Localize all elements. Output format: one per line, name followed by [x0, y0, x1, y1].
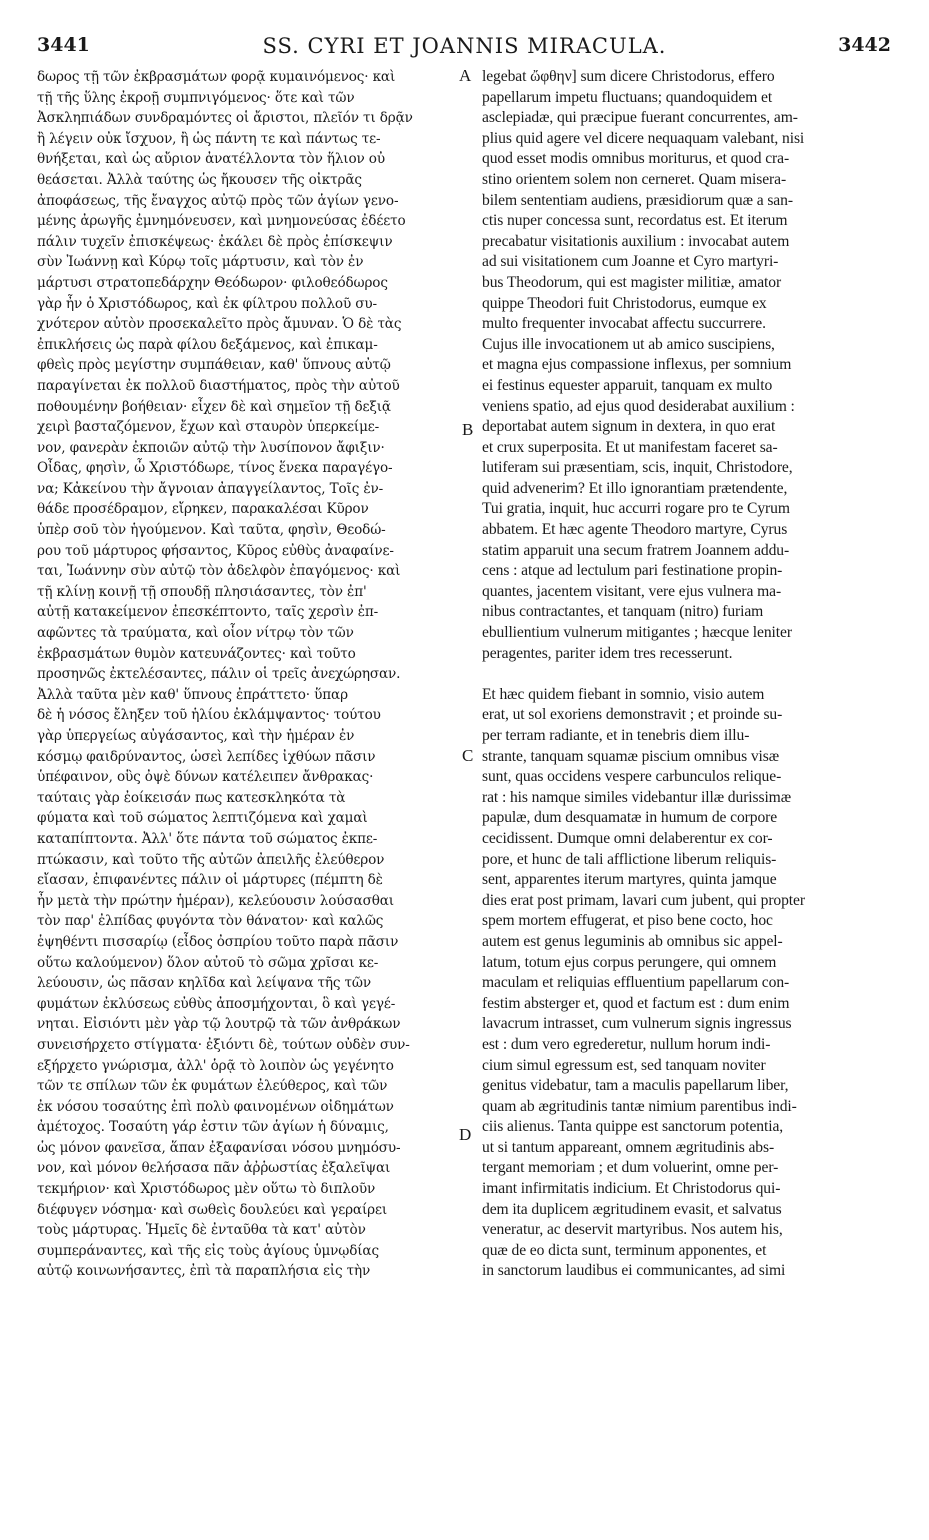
text-line: per terram radiante, et in tenebris diem illu- [482, 727, 750, 744]
text-line: σὺν Ἰωάννῃ καὶ Κύρῳ τοῖς μάρτυσιν, καὶ τὸν ἐν [37, 254, 364, 271]
text-line: ei festinus equester apparuit, tanquam ex multo [482, 376, 773, 394]
text-line: legebat ὤφθην] sum dicere Christodorus, effero [482, 68, 775, 85]
text-line: statim apparuit una secum fratrem Joannem addu- [482, 541, 790, 559]
text-line: papellarum impetu fluctuans; quandoquidem et [482, 88, 773, 106]
text-line: lutiferam sui præsentiam, scis, inquit, Christodore, [482, 459, 793, 477]
text-line: εξήρχετο γνώρισμα, ἀλλ' ὁρᾷ τὸ λοιπὸν ὡς γεγένητο [37, 1057, 394, 1074]
text-line: αφῶντες τὰ τραύματα, καὶ οἷον νίτρῳ τὸν τῶν [37, 625, 354, 642]
text-line: θνήξεται, καὶ ὡς αὔριον ἀνατέλλοντα τὸν ἥλιον οὐ [37, 151, 385, 168]
text-line: quæ de eo dicta sunt, terminum apponentes, et [482, 1241, 767, 1259]
text-line: προσηνῶς ἐκτελέσαντες, πάλιν οἱ τρεῖς ἀνεχώρησαν. [37, 666, 401, 683]
text-line: ἐκβρασμάτων θυμὸν κατευνάζοντες· καὶ τοῦτο [37, 645, 356, 662]
text-line: πάλιν τυχεῖν ἐπισκέψεως· ἐκάλει δὲ πρὸς ἐπίσκεψιν [37, 233, 393, 250]
text-line: ἢ λέγειν οὐκ ἴσχυον, ἢ ὡς πάντη τε καὶ πάντως τε- [37, 130, 381, 147]
page-header [0, 34, 929, 64]
text-line: stino orientem solem non cerneret. Quam misera- [482, 170, 787, 188]
text-line: erat, ut sol exoriens demonstravit ; et proinde su- [482, 706, 783, 724]
margin-letter-c: C [462, 746, 474, 765]
text-line: ebullientium vulnerum mitigantes ; hæcque leniter [482, 624, 792, 642]
text-line: quippe Theodori fuit Christodorus, eumque ex [482, 294, 767, 312]
text-line: να; Κἀκείνου τὴν ἄγνοιαν ἀπαγγείλαντος, Τοῖς ἐν- [37, 480, 384, 497]
text-line: ἀποφάσεως, τῆς ἔναγχος αὐτῷ πρὸς τῶν ἁγίων γενο- [37, 192, 399, 209]
text-line: quantes, jacentem visitant, vere ejus vulnera ma- [482, 582, 782, 600]
text-line: Cujus ille invocationem ut ab amico suscipiens, [482, 335, 775, 353]
text-line: nibus contractantes, et tanquam (nitro) furiam [482, 603, 764, 621]
text-line: plius quid agere vel dicere nequaquam valebant, nisi [482, 129, 805, 147]
text-line: γὰρ ὑπεργείως αὐγάσαντος, καὶ τὴν ἡμέραν ἐν [37, 728, 355, 744]
latin-column [482, 67, 896, 1282]
text-line: ταύταις γὰρ ἐοίκεισάν πως κατεσκληκότα τὰ [37, 789, 346, 806]
text-line: est : dum vero egrederetur, nullum horum indi- [482, 1035, 771, 1053]
margin-letter-d: D [459, 1125, 472, 1144]
text-line: φυμάτων ἐκλύσεως εὐθὺς ἀποσμήχονται, ὃ καὶ γεγέ- [37, 995, 396, 1012]
text-line: τῇ κλίνῃ κοινῇ τῇ σπουδῇ πλησιάσαντες, τὸν ἐπ' [37, 583, 367, 600]
text-line: διέφυγεν νόσημα· καὶ σωθεὶς δουλεύει καὶ γεραίρει [37, 1201, 388, 1218]
text-line: τὸν παρ' ἐλπίδας φυγόντα τὸν θάνατον· καὶ καλῶς [37, 913, 384, 930]
text-line: ἑψηθέντι πισσαρίῳ (εἶδος ὀσπρίου τοῦτο παρὰ πᾶσιν [37, 933, 399, 950]
text-line: precabatur visitationis auxilium : invocabat autem [482, 232, 790, 250]
text-line: ποθουμένην βοήθειαν· εἶχεν δὲ καὶ σημεῖον τῇ δεξιᾷ [37, 398, 391, 415]
text-line: dies erat post primam, lavari cum jubent, qui propter [482, 891, 805, 909]
text-line: μένης ἀρωγῆς ἐμνημόνευσεν, καὶ μνημονεύσας ἐδέετο [37, 213, 406, 230]
text-line: rat : his namque similes videbantur illæ durissimæ [482, 788, 792, 806]
text-line: κόσμῳ φαιδρύναντος, ὡσεὶ λεπίδες ἰχθύων πᾶσιν [37, 748, 376, 765]
text-line: veniens spatio, ad ejus quod desiderabat auxilium : [482, 397, 795, 415]
text-line: maculam et reliquias effluentium papellarum con- [482, 974, 790, 992]
text-line: dem ita duplicem ægritudinem evasit, et salvatus [482, 1200, 782, 1218]
text-line: imant infirmitatis indicium. Et Christodorus qui- [482, 1180, 781, 1198]
text-line: et magna ejus compassione inflexus, per somnium [482, 356, 792, 374]
text-line: cens : atque ad lectulum pari festinatione propin- [482, 562, 783, 580]
text-line: θάδε προσέδραμον, εἴρηκεν, παρακαλέσαι Κῦρον [37, 501, 369, 518]
text-line: quam ab ægritudinis tantæ nimium parentibus indi- [482, 1097, 797, 1115]
text-line: bilem sententiam audiens, præsidiorum quæ a san- [482, 191, 793, 209]
text-line: et crux superposita. Et ut manifestam faceret sa- [482, 438, 778, 456]
text-line: papulæ, dum desquamatæ in humum de corpore [482, 809, 778, 827]
greek-column [37, 67, 457, 1282]
text-line: ut si tantum appareant, omnem ægritudinis abs- [482, 1138, 775, 1156]
text-line: ἀμέτοχος. Τοσαύτη γάρ ἐστιν τῶν ἁγίων ἡ δύναμις, [37, 1119, 389, 1136]
text-line: νηται. Εἰσιόντι μὲν γὰρ τῷ λουτρῷ τὰ τῶν ἀνθράκων [37, 1016, 401, 1033]
text-line: οὕτω καλούμενον) ὅλον αὐτοῦ τὸ σῶμα χρῖσαι κε- [37, 954, 379, 971]
margin-letter-a: A [459, 66, 472, 85]
text-line: θεάσεται. Ἀλλὰ ταύτης ὡς ἤκουσεν τῆς οἰκτρᾶς [37, 171, 362, 188]
text-line: veneratur, ac deservit martyribus. Nos autem his, [482, 1221, 783, 1239]
text-line: bus Theodorum, qui est magister militiæ, amator [482, 273, 782, 291]
text-line: συμπεράναντες, καὶ τῆς εἰς τοὺς ἁγίους ὑμνῳδίας [37, 1242, 379, 1259]
text-line: asclepiadæ, qui præcipue fuerant concurrentes, am- [482, 109, 798, 127]
margin-letter-b: B [462, 420, 474, 439]
text-line: Οἶδας, φησὶν, ὦ Χριστόδωρε, τίνος ἕνεκα παραγέγο- [37, 460, 393, 477]
text-line: συνεισήρχετο στίγματα· ἐξιόντι δὲ, τούτων οὐδὲν συν- [37, 1036, 410, 1053]
text-line: Ἀσκληπιάδων συνδραμόντες οἱ ἄριστοι, πλεῖόν τι δρᾷν [37, 110, 413, 127]
running-title: SS. CYRI ET JOANNIS MIRACULA. [262, 34, 667, 58]
text-line: εἴασαν, ἐπιφανέντες πάλιν οἱ μάρτυρες (πέμπτη δὲ [37, 872, 383, 889]
text-line: strante, tanquam squamæ piscium omnibus visæ [482, 747, 780, 765]
text-line: peragentes, pariter idem tres recesserunt. [482, 644, 733, 662]
text-line: cecidissent. Dumque omni delaberentur ex cor- [482, 829, 773, 847]
page-number-right: 3442 [838, 34, 891, 56]
text-line: αὐτῷ κοινωνήσαντες, ἐπὶ τὰ παραπλήσια εἰς τὴν [37, 1263, 371, 1280]
text-line: cium simul egressum est, sed tanquam noviter [482, 1056, 766, 1074]
text-line: sunt, quas occidens vespere carbunculos relique- [482, 768, 782, 786]
text-line: γὰρ ἦν ὁ Χριστόδωρος, καὶ ἐκ φίλτρου πολλοῦ συ- [37, 295, 377, 312]
text-line: τοὺς μάρτυρας. Ἡμεῖς δὲ ἐνταῦθα τὰ κατ' αὐτὸν [37, 1222, 366, 1239]
text-line: tergant memoriam ; et dum voluerint, omne per- [482, 1159, 779, 1177]
text-line: ciis alienus. Tanta quippe est sanctorum potentia, [482, 1118, 784, 1136]
text-line: τεκμήριον· καὶ Χριστόδωρος μὲν οὕτω τὸ διπλοῦν [37, 1181, 376, 1198]
text-line: multo frequenter invocabat affectu succurrere. [482, 315, 766, 333]
text-line: Tui gratia, inquit, huc accurri rogare pro te Cyrum [482, 500, 790, 518]
text-line: abbatem. Et hæc agente Theodoro martyre, Cyrus [482, 521, 788, 539]
text-line: genitus videbatur, tam a maculis papellarum liber, [482, 1077, 789, 1095]
text-line: sent, apparentes iterum martyres, quinta jamque [482, 871, 777, 889]
text-line: αὐτῇ κατακείμενον ἐπεσκέπτοντο, ταῖς χερσὶν ἐπ- [37, 604, 379, 621]
text-line: ὑπέφαινον, οὓς ὀψὲ δύνων κατέλειπεν ἄνθρακας· [37, 769, 374, 786]
text-line: pore, et hunc de tali afflictione liberum reliquis- [482, 850, 777, 868]
text-line: ὑπὲρ σοῦ τὸν ἡγούμενον. Καὶ ταῦτα, φησὶν, Θεοδώ- [37, 522, 386, 539]
text-line: autem est genus leguminis ab omnibus sic appel- [482, 932, 783, 950]
text-line: νον, καὶ μόνον θελήσασα πᾶν ἀῤῥωστίας ἐξαλεῖψαι [37, 1160, 391, 1177]
text-line: ρου τοῦ μάρτυρος φήσαντος, Κῦρος εὐθὺς ἀναφαίνε- [37, 542, 394, 559]
text-line: ται, Ἰωάννην σὺν αὐτῷ τὸν ἀδελφὸν ἐπαγόμενος· καὶ [37, 563, 401, 580]
text-line: ἐπικλήσεις ὡς παρὰ φίλου δεξάμενος, καὶ ἐπικαμ- [37, 336, 378, 353]
text-line: δωρος τῇ τῶν ἐκβρασμάτων φορᾷ κυμαινόμενος· καὶ [37, 69, 396, 85]
text-line: spem mortem effugerat, et piso bene cocto, hoc [482, 912, 773, 930]
text-line: φύματα καὶ τοῦ σώματος λεπτιζόμενα καὶ χαμαὶ [37, 810, 368, 827]
text-line: in sanctorum laudibus ei communicantes, ad simi [482, 1262, 786, 1280]
text-line: φθεὶς πρὸς μεγίστην συμπάθειαν, καθ' ὕπνους αὐτῷ [37, 357, 391, 374]
text-line: ctis nuper concessa sunt, recordatus est. Et iterum [482, 212, 788, 230]
text-line: παραγίνεται ἐκ πολλοῦ διαστήματος, πρὸς τὴν αὐτοῦ [37, 377, 400, 394]
text-line: τῶν τε σπίλων τῶν ἐκ φυμάτων ἐλεύθερος, καὶ τῶν [37, 1078, 388, 1095]
text-line: δὲ ἡ νόσος ἔληξεν τοῦ ἡλίου ἐκλάμψαντος· τούτου [37, 707, 381, 724]
text-line: χνότερον αὐτὸν προσεκαλεῖτο πρὸς ἄμυναν. Ὁ δὲ τὰς [37, 316, 402, 333]
text-line: latum, totum ejus corpus perungere, qui omnem [482, 953, 777, 971]
text-line: τῇ τῆς ὕλης ἐκροῇ συμπνιγόμενος· ὅτε καὶ τῶν [37, 89, 355, 106]
paragraph-gap [482, 664, 896, 685]
text-line: μάρτυσι στρατοπεδάρχην Θεόδωρον· φιλοθεόδωρος [37, 274, 388, 291]
text-line: Ἀλλὰ ταῦτα μὲν καθ' ὕπνους ἐπράττετο· ὕπαρ [37, 686, 348, 703]
text-line: λεύουσιν, ὡς πᾶσαν κηλῖδα καὶ λείψανα τῆς τῶν [37, 975, 371, 992]
text-line: νον, φανερὰν ἐκποιῶν αὐτῷ τὴν λυσίπονον ἄφιξιν· [37, 439, 385, 456]
page-number-left: 3441 [37, 34, 90, 56]
text-line: quid advenerim? Et illo ignorantiam prætendente, [482, 479, 788, 497]
text-line: ἦν μετὰ τὴν πρώτην ἡμέραν), κελεύουσιν λούσασθαι [37, 892, 394, 909]
text-line: Et hæc quidem fiebant in somnio, visio autem [482, 685, 765, 703]
text-line: lavacrum intrasset, cum vulnerum signis ingressus [482, 1015, 792, 1033]
text-line: ad sui visitationem cum Joanne et Cyro martyri- [482, 253, 779, 271]
text-line: καταπίπτοντα. Ἀλλ' ὅτε πάντα τοῦ σώματος ἐκπε- [37, 830, 378, 847]
text-line: χειρὶ βασταζόμενον, ἔχων καὶ σταυρὸν ὑπερκείμε- [37, 419, 380, 436]
text-line: festim absterger et, quod et factum est : dum enim [482, 994, 790, 1012]
text-line: ἐκ νόσου τοσαύτης ἐπὶ πολὺ φαινομένων οἰδημάτων [37, 1098, 394, 1115]
text-line: deportabat autem signum in dextera, in quo erat [482, 418, 776, 436]
text-line: quod esset modis omnibus moriturus, et quod cra- [482, 150, 790, 168]
text-line: ὡς μόνον φανεῖσα, ἅπαν ἐξαφανίσαι νόσου μνημόσυ- [37, 1139, 401, 1156]
text-line: πτώκασιν, καὶ τοῦτο τῆς αὐτῶν ἀπειλῆς ἐλεύθερον [37, 851, 385, 868]
